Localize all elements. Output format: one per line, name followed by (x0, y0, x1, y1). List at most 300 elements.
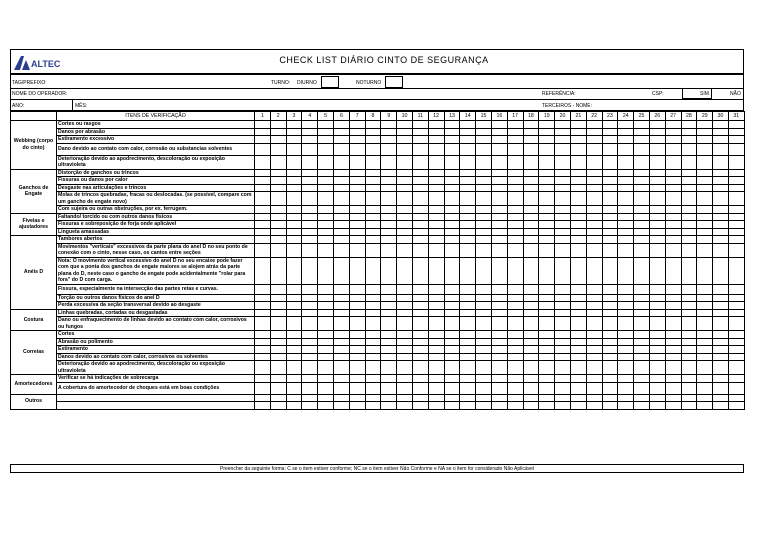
day-cell-26[interactable] (649, 143, 665, 155)
day-cell-6[interactable] (333, 169, 349, 177)
day-cell-14[interactable] (460, 309, 476, 317)
day-cell-19[interactable] (539, 143, 555, 155)
day-cell-27[interactable] (665, 331, 681, 339)
day-cell-20[interactable] (555, 338, 571, 346)
day-cell-7[interactable] (349, 206, 365, 214)
day-cell-23[interactable] (602, 213, 618, 221)
day-cell-12[interactable] (428, 317, 444, 331)
day-cell-22[interactable] (586, 192, 602, 206)
day-cell-13[interactable] (444, 302, 460, 310)
day-cell-13[interactable] (444, 177, 460, 185)
day-cell-23[interactable] (602, 317, 618, 331)
day-cell-31[interactable] (728, 402, 744, 410)
day-cell-23[interactable] (602, 221, 618, 229)
day-cell-3[interactable] (286, 236, 302, 244)
day-cell-14[interactable] (460, 338, 476, 346)
day-cell-9[interactable] (381, 121, 397, 129)
day-cell-24[interactable] (618, 257, 634, 284)
day-cell-6[interactable] (333, 257, 349, 284)
day-cell-9[interactable] (381, 338, 397, 346)
day-cell-3[interactable] (286, 309, 302, 317)
day-cell-17[interactable] (507, 331, 523, 339)
day-cell-15[interactable] (476, 402, 492, 410)
day-cell-18[interactable] (523, 136, 539, 144)
day-cell-30[interactable] (713, 221, 729, 229)
day-cell-22[interactable] (586, 375, 602, 383)
day-cell-10[interactable] (397, 294, 413, 302)
day-cell-4[interactable] (302, 206, 318, 214)
day-cell-22[interactable] (586, 136, 602, 144)
day-cell-19[interactable] (539, 155, 555, 169)
day-cell-1[interactable] (255, 192, 271, 206)
day-cell-6[interactable] (333, 361, 349, 375)
day-cell-30[interactable] (713, 346, 729, 354)
day-cell-13[interactable] (444, 155, 460, 169)
day-cell-12[interactable] (428, 309, 444, 317)
day-cell-27[interactable] (665, 228, 681, 236)
day-cell-22[interactable] (586, 353, 602, 361)
day-cell-6[interactable] (333, 206, 349, 214)
day-cell-4[interactable] (302, 184, 318, 192)
day-cell-28[interactable] (681, 375, 697, 383)
day-cell-5[interactable] (318, 243, 334, 257)
day-cell-29[interactable] (697, 294, 713, 302)
day-cell-7[interactable] (349, 338, 365, 346)
day-cell-23[interactable] (602, 206, 618, 214)
day-cell-16[interactable] (491, 236, 507, 244)
day-cell-7[interactable] (349, 361, 365, 375)
day-cell-6[interactable] (333, 121, 349, 129)
day-cell-26[interactable] (649, 361, 665, 375)
day-cell-3[interactable] (286, 394, 302, 402)
day-cell-3[interactable] (286, 382, 302, 394)
day-cell-24[interactable] (618, 243, 634, 257)
day-cell-4[interactable] (302, 317, 318, 331)
day-cell-5[interactable] (318, 317, 334, 331)
day-cell-15[interactable] (476, 206, 492, 214)
day-cell-15[interactable] (476, 375, 492, 383)
day-cell-24[interactable] (618, 402, 634, 410)
day-cell-24[interactable] (618, 317, 634, 331)
day-cell-6[interactable] (333, 155, 349, 169)
day-cell-1[interactable] (255, 317, 271, 331)
day-cell-15[interactable] (476, 213, 492, 221)
day-cell-5[interactable] (318, 375, 334, 383)
day-cell-27[interactable] (665, 136, 681, 144)
day-cell-8[interactable] (365, 128, 381, 136)
day-cell-11[interactable] (412, 394, 428, 402)
day-cell-12[interactable] (428, 346, 444, 354)
day-cell-28[interactable] (681, 402, 697, 410)
day-cell-21[interactable] (570, 257, 586, 284)
day-cell-12[interactable] (428, 331, 444, 339)
day-cell-15[interactable] (476, 177, 492, 185)
day-cell-15[interactable] (476, 192, 492, 206)
day-cell-20[interactable] (555, 243, 571, 257)
day-cell-18[interactable] (523, 346, 539, 354)
day-cell-17[interactable] (507, 375, 523, 383)
day-cell-15[interactable] (476, 331, 492, 339)
day-cell-3[interactable] (286, 213, 302, 221)
day-cell-5[interactable] (318, 228, 334, 236)
day-cell-10[interactable] (397, 155, 413, 169)
day-cell-27[interactable] (665, 143, 681, 155)
day-cell-22[interactable] (586, 302, 602, 310)
day-cell-4[interactable] (302, 338, 318, 346)
day-cell-31[interactable] (728, 302, 744, 310)
day-cell-7[interactable] (349, 155, 365, 169)
day-cell-18[interactable] (523, 338, 539, 346)
day-cell-9[interactable] (381, 206, 397, 214)
day-cell-25[interactable] (634, 309, 650, 317)
day-cell-23[interactable] (602, 309, 618, 317)
day-cell-2[interactable] (270, 375, 286, 383)
day-cell-13[interactable] (444, 221, 460, 229)
day-cell-30[interactable] (713, 206, 729, 214)
day-cell-24[interactable] (618, 128, 634, 136)
day-cell-8[interactable] (365, 284, 381, 294)
day-cell-11[interactable] (412, 317, 428, 331)
day-cell-26[interactable] (649, 213, 665, 221)
day-cell-29[interactable] (697, 338, 713, 346)
day-cell-14[interactable] (460, 317, 476, 331)
day-cell-9[interactable] (381, 302, 397, 310)
day-cell-14[interactable] (460, 128, 476, 136)
day-cell-17[interactable] (507, 309, 523, 317)
day-cell-16[interactable] (491, 294, 507, 302)
day-cell-3[interactable] (286, 177, 302, 185)
day-cell-12[interactable] (428, 402, 444, 410)
day-cell-10[interactable] (397, 309, 413, 317)
day-cell-17[interactable] (507, 402, 523, 410)
day-cell-13[interactable] (444, 394, 460, 402)
day-cell-27[interactable] (665, 382, 681, 394)
day-cell-2[interactable] (270, 382, 286, 394)
day-cell-24[interactable] (618, 192, 634, 206)
day-cell-28[interactable] (681, 155, 697, 169)
day-cell-30[interactable] (713, 257, 729, 284)
day-cell-28[interactable] (681, 309, 697, 317)
day-cell-24[interactable] (618, 375, 634, 383)
day-cell-27[interactable] (665, 192, 681, 206)
day-cell-22[interactable] (586, 338, 602, 346)
day-cell-26[interactable] (649, 294, 665, 302)
day-cell-21[interactable] (570, 402, 586, 410)
day-cell-28[interactable] (681, 257, 697, 284)
day-cell-18[interactable] (523, 221, 539, 229)
day-cell-27[interactable] (665, 353, 681, 361)
day-cell-27[interactable] (665, 184, 681, 192)
day-cell-13[interactable] (444, 192, 460, 206)
day-cell-27[interactable] (665, 317, 681, 331)
day-cell-16[interactable] (491, 221, 507, 229)
day-cell-26[interactable] (649, 184, 665, 192)
day-cell-25[interactable] (634, 338, 650, 346)
day-cell-9[interactable] (381, 184, 397, 192)
day-cell-5[interactable] (318, 213, 334, 221)
day-cell-23[interactable] (602, 192, 618, 206)
day-cell-5[interactable] (318, 169, 334, 177)
day-cell-17[interactable] (507, 228, 523, 236)
day-cell-14[interactable] (460, 155, 476, 169)
noturno-checkbox[interactable] (385, 76, 403, 88)
day-cell-17[interactable] (507, 213, 523, 221)
day-cell-19[interactable] (539, 375, 555, 383)
day-cell-17[interactable] (507, 143, 523, 155)
day-cell-14[interactable] (460, 169, 476, 177)
day-cell-21[interactable] (570, 243, 586, 257)
day-cell-9[interactable] (381, 213, 397, 221)
day-cell-5[interactable] (318, 338, 334, 346)
day-cell-19[interactable] (539, 361, 555, 375)
day-cell-18[interactable] (523, 128, 539, 136)
day-cell-4[interactable] (302, 331, 318, 339)
day-cell-12[interactable] (428, 257, 444, 284)
day-cell-18[interactable] (523, 169, 539, 177)
day-cell-21[interactable] (570, 317, 586, 331)
day-cell-2[interactable] (270, 284, 286, 294)
day-cell-17[interactable] (507, 192, 523, 206)
day-cell-24[interactable] (618, 228, 634, 236)
day-cell-24[interactable] (618, 353, 634, 361)
day-cell-19[interactable] (539, 309, 555, 317)
day-cell-3[interactable] (286, 121, 302, 129)
day-cell-31[interactable] (728, 382, 744, 394)
day-cell-23[interactable] (602, 402, 618, 410)
day-cell-16[interactable] (491, 228, 507, 236)
day-cell-18[interactable] (523, 155, 539, 169)
day-cell-14[interactable] (460, 257, 476, 284)
day-cell-25[interactable] (634, 402, 650, 410)
diurno-checkbox[interactable] (321, 76, 339, 88)
day-cell-13[interactable] (444, 346, 460, 354)
day-cell-1[interactable] (255, 331, 271, 339)
day-cell-19[interactable] (539, 192, 555, 206)
day-cell-16[interactable] (491, 243, 507, 257)
day-cell-10[interactable] (397, 177, 413, 185)
day-cell-31[interactable] (728, 257, 744, 284)
day-cell-13[interactable] (444, 257, 460, 284)
day-cell-1[interactable] (255, 361, 271, 375)
day-cell-7[interactable] (349, 221, 365, 229)
day-cell-26[interactable] (649, 121, 665, 129)
day-cell-23[interactable] (602, 177, 618, 185)
day-cell-6[interactable] (333, 394, 349, 402)
day-cell-20[interactable] (555, 402, 571, 410)
day-cell-4[interactable] (302, 302, 318, 310)
day-cell-25[interactable] (634, 136, 650, 144)
day-cell-21[interactable] (570, 309, 586, 317)
day-cell-15[interactable] (476, 346, 492, 354)
day-cell-10[interactable] (397, 121, 413, 129)
day-cell-8[interactable] (365, 294, 381, 302)
day-cell-19[interactable] (539, 257, 555, 284)
day-cell-19[interactable] (539, 338, 555, 346)
day-cell-7[interactable] (349, 309, 365, 317)
day-cell-29[interactable] (697, 184, 713, 192)
day-cell-24[interactable] (618, 284, 634, 294)
day-cell-7[interactable] (349, 192, 365, 206)
day-cell-19[interactable] (539, 243, 555, 257)
day-cell-4[interactable] (302, 155, 318, 169)
day-cell-25[interactable] (634, 375, 650, 383)
day-cell-24[interactable] (618, 155, 634, 169)
day-cell-26[interactable] (649, 155, 665, 169)
day-cell-1[interactable] (255, 121, 271, 129)
day-cell-13[interactable] (444, 169, 460, 177)
day-cell-5[interactable] (318, 309, 334, 317)
day-cell-16[interactable] (491, 213, 507, 221)
day-cell-25[interactable] (634, 177, 650, 185)
day-cell-6[interactable] (333, 136, 349, 144)
day-cell-6[interactable] (333, 338, 349, 346)
day-cell-30[interactable] (713, 169, 729, 177)
day-cell-17[interactable] (507, 128, 523, 136)
day-cell-5[interactable] (318, 143, 334, 155)
day-cell-18[interactable] (523, 353, 539, 361)
day-cell-14[interactable] (460, 143, 476, 155)
day-cell-1[interactable] (255, 143, 271, 155)
day-cell-19[interactable] (539, 206, 555, 214)
day-cell-31[interactable] (728, 353, 744, 361)
day-cell-22[interactable] (586, 143, 602, 155)
day-cell-22[interactable] (586, 177, 602, 185)
day-cell-11[interactable] (412, 236, 428, 244)
day-cell-9[interactable] (381, 402, 397, 410)
day-cell-4[interactable] (302, 375, 318, 383)
day-cell-8[interactable] (365, 169, 381, 177)
day-cell-14[interactable] (460, 213, 476, 221)
day-cell-22[interactable] (586, 236, 602, 244)
day-cell-20[interactable] (555, 128, 571, 136)
day-cell-2[interactable] (270, 121, 286, 129)
day-cell-7[interactable] (349, 213, 365, 221)
day-cell-9[interactable] (381, 143, 397, 155)
day-cell-25[interactable] (634, 346, 650, 354)
day-cell-29[interactable] (697, 331, 713, 339)
day-cell-9[interactable] (381, 394, 397, 402)
day-cell-27[interactable] (665, 206, 681, 214)
day-cell-3[interactable] (286, 294, 302, 302)
day-cell-31[interactable] (728, 309, 744, 317)
day-cell-15[interactable] (476, 294, 492, 302)
day-cell-20[interactable] (555, 346, 571, 354)
day-cell-31[interactable] (728, 213, 744, 221)
day-cell-18[interactable] (523, 402, 539, 410)
day-cell-27[interactable] (665, 394, 681, 402)
day-cell-4[interactable] (302, 177, 318, 185)
day-cell-16[interactable] (491, 192, 507, 206)
day-cell-8[interactable] (365, 228, 381, 236)
day-cell-24[interactable] (618, 346, 634, 354)
day-cell-26[interactable] (649, 169, 665, 177)
day-cell-22[interactable] (586, 402, 602, 410)
day-cell-30[interactable] (713, 317, 729, 331)
day-cell-2[interactable] (270, 302, 286, 310)
day-cell-22[interactable] (586, 257, 602, 284)
day-cell-4[interactable] (302, 284, 318, 294)
day-cell-4[interactable] (302, 228, 318, 236)
day-cell-30[interactable] (713, 394, 729, 402)
day-cell-31[interactable] (728, 375, 744, 383)
day-cell-21[interactable] (570, 236, 586, 244)
day-cell-5[interactable] (318, 177, 334, 185)
day-cell-12[interactable] (428, 192, 444, 206)
day-cell-9[interactable] (381, 346, 397, 354)
day-cell-27[interactable] (665, 284, 681, 294)
day-cell-4[interactable] (302, 361, 318, 375)
day-cell-13[interactable] (444, 284, 460, 294)
day-cell-21[interactable] (570, 331, 586, 339)
day-cell-27[interactable] (665, 155, 681, 169)
day-cell-10[interactable] (397, 184, 413, 192)
day-cell-26[interactable] (649, 309, 665, 317)
day-cell-14[interactable] (460, 375, 476, 383)
day-cell-10[interactable] (397, 236, 413, 244)
day-cell-14[interactable] (460, 382, 476, 394)
day-cell-9[interactable] (381, 128, 397, 136)
day-cell-5[interactable] (318, 361, 334, 375)
day-cell-9[interactable] (381, 136, 397, 144)
day-cell-26[interactable] (649, 302, 665, 310)
day-cell-17[interactable] (507, 184, 523, 192)
day-cell-8[interactable] (365, 155, 381, 169)
day-cell-14[interactable] (460, 221, 476, 229)
day-cell-19[interactable] (539, 394, 555, 402)
day-cell-29[interactable] (697, 284, 713, 294)
day-cell-24[interactable] (618, 382, 634, 394)
day-cell-19[interactable] (539, 177, 555, 185)
day-cell-30[interactable] (713, 284, 729, 294)
day-cell-8[interactable] (365, 184, 381, 192)
day-cell-25[interactable] (634, 382, 650, 394)
day-cell-30[interactable] (713, 331, 729, 339)
day-cell-19[interactable] (539, 346, 555, 354)
day-cell-16[interactable] (491, 338, 507, 346)
day-cell-20[interactable] (555, 143, 571, 155)
day-cell-13[interactable] (444, 243, 460, 257)
day-cell-13[interactable] (444, 375, 460, 383)
day-cell-28[interactable] (681, 221, 697, 229)
day-cell-8[interactable] (365, 143, 381, 155)
day-cell-12[interactable] (428, 361, 444, 375)
day-cell-15[interactable] (476, 243, 492, 257)
day-cell-7[interactable] (349, 375, 365, 383)
day-cell-19[interactable] (539, 121, 555, 129)
day-cell-18[interactable] (523, 177, 539, 185)
day-cell-14[interactable] (460, 302, 476, 310)
day-cell-4[interactable] (302, 221, 318, 229)
day-cell-20[interactable] (555, 236, 571, 244)
day-cell-25[interactable] (634, 169, 650, 177)
day-cell-10[interactable] (397, 192, 413, 206)
day-cell-4[interactable] (302, 236, 318, 244)
day-cell-6[interactable] (333, 221, 349, 229)
day-cell-28[interactable] (681, 284, 697, 294)
day-cell-26[interactable] (649, 353, 665, 361)
day-cell-3[interactable] (286, 136, 302, 144)
day-cell-4[interactable] (302, 402, 318, 410)
day-cell-23[interactable] (602, 382, 618, 394)
day-cell-6[interactable] (333, 346, 349, 354)
day-cell-2[interactable] (270, 128, 286, 136)
day-cell-27[interactable] (665, 309, 681, 317)
day-cell-6[interactable] (333, 402, 349, 410)
day-cell-13[interactable] (444, 206, 460, 214)
day-cell-31[interactable] (728, 169, 744, 177)
day-cell-23[interactable] (602, 294, 618, 302)
day-cell-2[interactable] (270, 294, 286, 302)
